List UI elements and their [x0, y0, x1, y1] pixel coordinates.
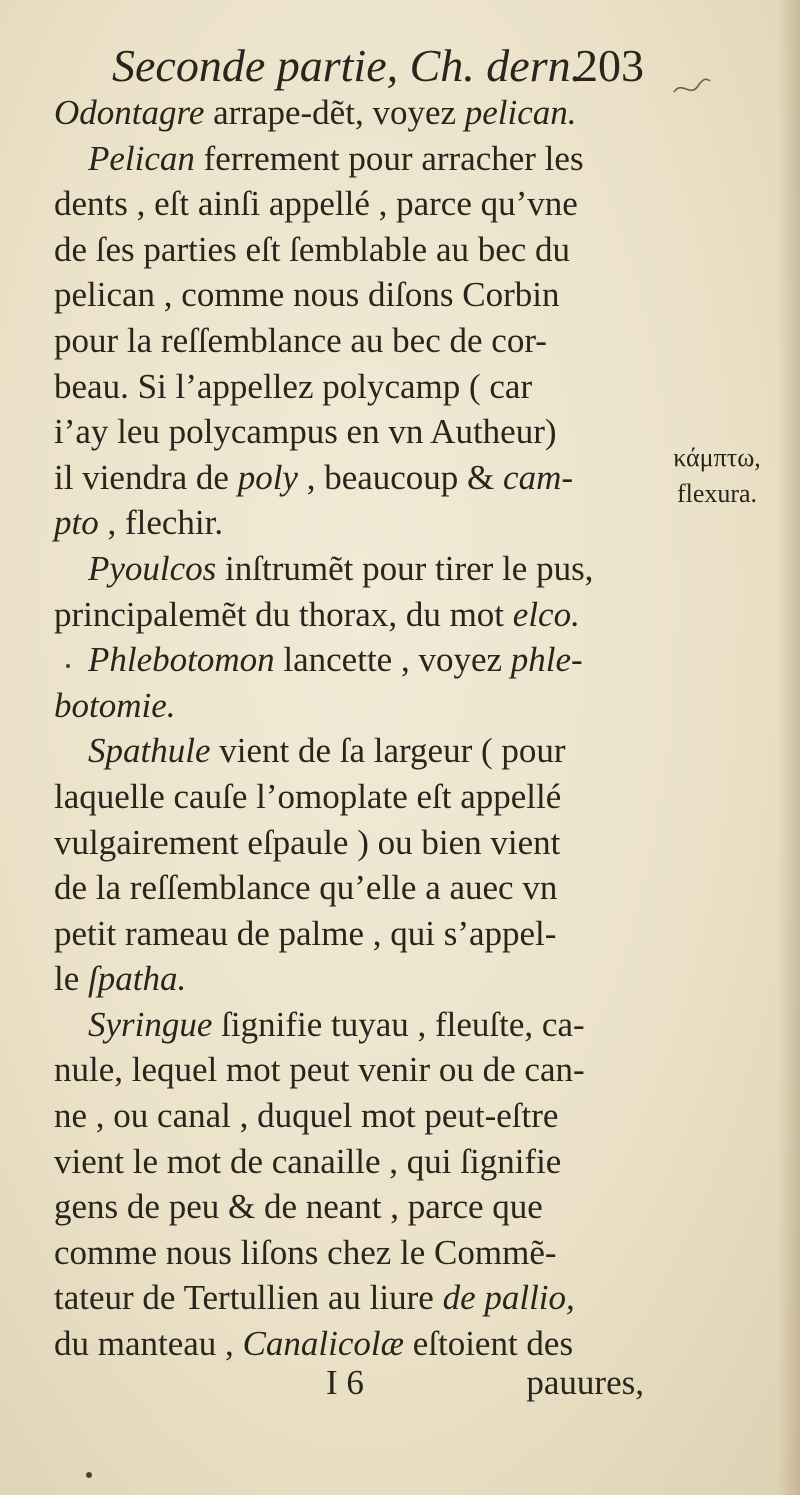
text-run: de la reſſemblance qu’elle a auec vn: [54, 868, 558, 908]
text-run: dents , eſt ainſi appellé , parce qu’vne: [54, 184, 578, 224]
text-run: laquelle cauſe l’omoplate eſt appellé: [54, 776, 562, 816]
text-line: [54, 500, 644, 546]
italic-term: cam-: [503, 457, 573, 497]
text-line: [54, 592, 644, 638]
text-line-content: [54, 181, 578, 227]
text-run: nule, lequel mot peut venir ou de can-: [54, 1050, 585, 1090]
italic-term: Phlebotomon: [88, 640, 275, 680]
ink-mark-icon: [672, 76, 712, 100]
italic-term: elco.: [512, 594, 580, 634]
page-number: 203: [575, 40, 644, 91]
text-line-content: [88, 728, 566, 774]
text-line-content: [54, 318, 547, 364]
text-line: [54, 683, 644, 729]
text-line: [54, 546, 644, 592]
text-run: arrape-dẽt, voyez: [204, 93, 465, 132]
text-line-content: [54, 455, 573, 501]
text-line-content: [54, 409, 557, 455]
italic-term: botomie.: [54, 685, 176, 725]
text-line: [54, 90, 644, 136]
text-line: [54, 136, 644, 182]
text-line-content: [54, 683, 176, 729]
text-run: vulgairement eſpaule ) ou bien vient: [54, 822, 561, 862]
text-line: [54, 1093, 644, 1139]
text-run: de ſes parties eſt ſemblable au bec du: [54, 229, 571, 269]
italic-term: de pallio,: [442, 1278, 575, 1318]
page-header: [112, 36, 652, 96]
text-line-content: [54, 90, 577, 136]
text-line-content: [54, 500, 223, 546]
text-line: [54, 409, 644, 455]
margin-note-greek: κάμπτω,: [673, 443, 761, 472]
text-line-content: [88, 637, 583, 683]
text-line: [54, 318, 644, 364]
text-line-content: [54, 1230, 557, 1276]
italic-term: pelican.: [464, 93, 577, 132]
text-run: , flechir.: [98, 503, 224, 543]
page-footer: [54, 1360, 644, 1406]
text-run: le: [54, 959, 89, 999]
text-line-content: [54, 1047, 585, 1093]
text-line-content: [54, 1184, 543, 1230]
italic-term: poly: [237, 457, 298, 497]
text-line: [54, 956, 644, 1002]
italic-term: Canalicolæ: [242, 1324, 404, 1364]
italic-term: Syringue: [88, 1004, 213, 1044]
italic-term: Pyoulcos: [88, 548, 217, 588]
text-run: i’ay leu polycampus en vn Autheur): [54, 412, 557, 452]
text-line-content: [54, 1275, 575, 1321]
running-head: Seconde partie, Ch. dern.: [112, 40, 583, 91]
text-run: , beaucoup &: [297, 457, 504, 497]
signature-mark: I 6: [326, 1363, 364, 1402]
text-run: pelican , comme nous diſons Corbin: [54, 275, 560, 315]
text-line-content: [54, 865, 557, 911]
italic-term: Odontagre: [54, 93, 205, 132]
text-run: principalemẽt du thorax, du mot: [54, 594, 513, 634]
text-run: vient le mot de canaille , qui ſignifie: [54, 1141, 562, 1181]
text-run: ferrement pour arracher les: [194, 138, 584, 178]
text-line: [54, 227, 644, 273]
text-line-content: [88, 1002, 585, 1048]
text-line-content: [88, 136, 584, 182]
text-line: [54, 364, 644, 410]
text-run: il viendra de: [54, 457, 238, 497]
text-run: comme nous liſons chez le Commẽ-: [54, 1232, 557, 1272]
text-line-content: [54, 1139, 561, 1185]
text-line-content: [54, 911, 556, 957]
italic-term: Spathule: [88, 731, 211, 771]
text-line-content: [54, 1093, 558, 1139]
text-line: [54, 1002, 644, 1048]
text-line: [54, 455, 644, 501]
text-line: [54, 1047, 644, 1093]
text-line: [54, 728, 644, 774]
text-line: [54, 1184, 644, 1230]
text-line-content: [54, 272, 559, 318]
text-run: beau. Si l’appellez polycamp ( car: [54, 366, 533, 406]
margin-note-latin: flexura.: [676, 479, 758, 508]
text-line: [54, 865, 644, 911]
text-line-content: [54, 820, 560, 866]
italic-term: ſpatha.: [88, 959, 187, 999]
body-text: [54, 90, 644, 1367]
text-line-content: [54, 364, 532, 410]
catchword: pauures,: [526, 1363, 644, 1402]
text-line: [54, 181, 644, 227]
text-line: [54, 1275, 644, 1321]
ink-speck: [66, 664, 70, 668]
text-line: [54, 820, 644, 866]
text-line: [54, 1230, 644, 1276]
italic-term: pto: [54, 503, 99, 543]
ink-speck: [86, 1472, 92, 1478]
italic-term: Pelican: [88, 138, 195, 178]
text-run: tateur de Tertullien au liure: [54, 1278, 443, 1318]
text-run: du manteau ,: [54, 1324, 243, 1364]
text-run: petit rameau de palme , qui s’appel-: [54, 913, 557, 953]
text-run: pour la reſſemblance au bec de cor-: [54, 320, 547, 360]
text-line-content: [54, 592, 580, 638]
text-run: inſtrumẽt pour tirer le pus,: [216, 548, 594, 588]
text-line-content: [54, 956, 186, 1002]
text-line-content: [88, 546, 593, 592]
text-line: [54, 272, 644, 318]
text-run: vient de ſa largeur ( pour: [210, 731, 566, 771]
text-line: [54, 1139, 644, 1185]
text-line: [54, 774, 644, 820]
margin-note: [652, 440, 782, 512]
text-run: gens de peu & de neant , parce que: [54, 1187, 543, 1227]
text-run: ſignifie tuyau , fleuſte, ca-: [212, 1004, 585, 1044]
text-line: [54, 637, 644, 683]
text-run: eſtoient des: [403, 1324, 574, 1364]
text-run: lancette , voyez: [274, 640, 511, 680]
text-run: ne , ou canal , duquel mot peut-eſtre: [54, 1096, 559, 1136]
text-line-content: [54, 227, 570, 273]
text-line: [54, 911, 644, 957]
italic-term: phle-: [510, 640, 583, 680]
text-line-content: [54, 774, 561, 820]
